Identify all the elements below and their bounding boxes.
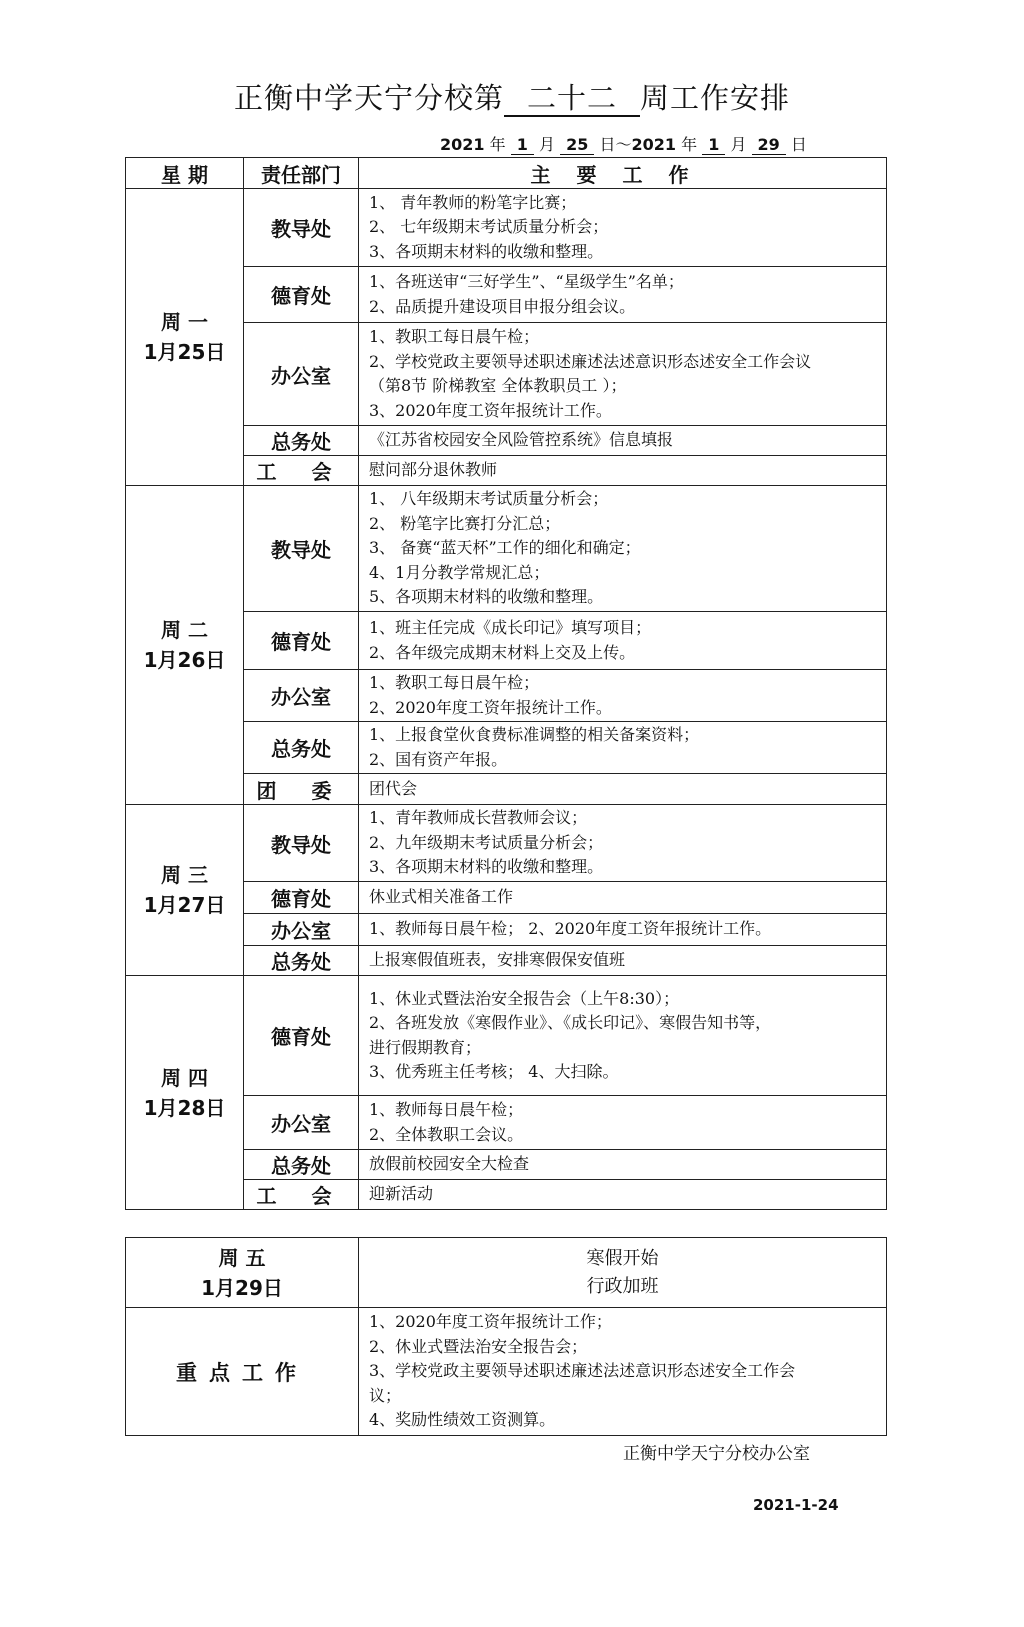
day-date: 1月27日 xyxy=(143,893,226,917)
work-item: 3、各项期末材料的收缴和整理。 xyxy=(369,857,604,877)
work-cell xyxy=(359,426,887,456)
dept-cell: 德育处 xyxy=(244,267,359,323)
date-range: 2021 年 1 月 25 日～2021 年 1 月 29 日 xyxy=(440,135,807,154)
dept-cell: 团 委 xyxy=(244,774,359,805)
day-date: 1月25日 xyxy=(143,340,226,364)
work-cell xyxy=(359,456,887,486)
schedule-table xyxy=(125,157,887,1210)
work-item: 3、优秀班主任考核； 4、大扫除。 xyxy=(369,1062,619,1081)
header-dept: 责任部门 xyxy=(244,158,359,189)
footer-office: 正衡中学天宁分校办公室 xyxy=(623,1444,810,1464)
work-item: 1、青年教师成长营教师会议； xyxy=(369,808,588,828)
table-row xyxy=(126,486,887,612)
work-item: 进行假期教育； xyxy=(369,1037,482,1057)
work-item: 上报寒假值班表，安排寒假保安值班 xyxy=(369,950,626,970)
table-row xyxy=(126,189,887,267)
dept-cell: 德育处 xyxy=(244,612,359,670)
week-number: 二十二 xyxy=(504,81,640,117)
work-item: 《江苏省校园安全风险管控系统》信息填报 xyxy=(369,430,674,450)
work-item: 1、教师每日晨午检； 2、2020年度工资年报统计工作。 xyxy=(369,919,772,939)
work-item: 1、各班送审“三好学生”、“星级学生”名单； xyxy=(369,272,684,291)
dept-cell: 德育处 xyxy=(244,882,359,914)
day-date: 1月28日 xyxy=(143,1095,226,1120)
summary-table xyxy=(125,1237,887,1436)
day-name: 周 一 xyxy=(161,310,208,334)
dept-cell: 总务处 xyxy=(244,722,359,774)
dept-cell: 总务处 xyxy=(244,1150,359,1180)
work-cell xyxy=(359,267,887,323)
work-item: 1、上报食堂伙食费标准调整的相关备案资料； xyxy=(369,725,700,744)
work-item: 休业式相关准备工作 xyxy=(369,887,514,907)
work-item: 5、各项期末材料的收缴和整理。 xyxy=(369,587,604,607)
day-cell xyxy=(126,189,244,486)
dept-cell: 教导处 xyxy=(244,189,359,267)
work-item: 迎新活动 xyxy=(369,1184,434,1204)
dept-cell: 教导处 xyxy=(244,486,359,612)
work-item: 2、品质提升建设项目申报分组会议。 xyxy=(369,296,636,316)
key-work-content: 1、2020年度工资年报统计工作； 2、休业式暨法治安全报告会； 3、学校党政主要领导述职述廉述法述意识形态述安全工作会 议； 4、奖励性绩效工资测算。 xyxy=(359,1308,887,1436)
day-cell xyxy=(126,805,244,976)
work-item: 1、教师每日晨午检； xyxy=(369,1100,524,1119)
work-item: 慰问部分退休教师 xyxy=(369,460,498,480)
work-item: 1、班主任完成《成长印记》填写项目； xyxy=(369,618,652,637)
work-cell xyxy=(359,670,887,722)
work-cell xyxy=(359,323,887,426)
work-cell xyxy=(359,882,887,914)
dept-cell: 总务处 xyxy=(244,946,359,976)
work-item: 2、各年级完成期末材料上交及上传。 xyxy=(369,642,636,662)
work-item: 3、各项期末材料的收缴和整理。 xyxy=(369,241,604,261)
work-item: 1、教职工每日晨午检； xyxy=(369,673,540,692)
dept-cell: 办公室 xyxy=(244,914,359,946)
header-work: 主要工作 xyxy=(359,158,887,189)
work-item: 3、2020年度工资年报统计工作。 xyxy=(369,400,612,420)
work-item: 4、1月分教学常规汇总； xyxy=(369,562,550,582)
work-item: 2、学校党政主要领导述职述廉述法述意识形态述安全工作会议 xyxy=(369,351,812,371)
day-cell xyxy=(126,486,244,805)
work-cell xyxy=(359,805,887,882)
day-date: 1月26日 xyxy=(143,648,226,672)
work-cell xyxy=(359,1150,887,1180)
dept-cell: 办公室 xyxy=(244,670,359,722)
day-name: 周 二 xyxy=(161,618,208,642)
day-name: 周 三 xyxy=(161,863,208,887)
dept-cell: 教导处 xyxy=(244,805,359,882)
friday-work: 寒假开始 行政加班 xyxy=(359,1238,887,1308)
work-item: 2、全体教职工会议。 xyxy=(369,1124,524,1144)
work-cell xyxy=(359,1096,887,1150)
work-item: 放假前校园安全大检查 xyxy=(369,1154,530,1174)
key-work-label: 重点工作 xyxy=(126,1308,359,1436)
work-item: 2、九年级期末考试质量分析会； xyxy=(369,832,604,852)
work-item: 2、2020年度工资年报统计工作。 xyxy=(369,697,612,717)
work-cell xyxy=(359,976,887,1096)
work-item: 1、 青年教师的粉笔字比赛； xyxy=(369,192,577,212)
work-item: （第8节 阶梯教室 全体教职员工 ）； xyxy=(369,376,627,395)
table-row xyxy=(126,805,887,882)
work-item: 1、 八年级期末考试质量分析会； xyxy=(369,489,609,509)
dept-cell: 总务处 xyxy=(244,426,359,456)
work-cell xyxy=(359,612,887,670)
header-day: 星 期 xyxy=(126,158,244,189)
work-item: 2、 粉笔字比赛打分汇总； xyxy=(369,513,561,533)
work-cell xyxy=(359,189,887,267)
day-cell xyxy=(126,976,244,1210)
key-work-row xyxy=(126,1308,887,1436)
friday-row xyxy=(126,1238,887,1308)
dept-cell: 办公室 xyxy=(244,323,359,426)
work-cell xyxy=(359,722,887,774)
work-cell xyxy=(359,914,887,946)
work-item: 团代会 xyxy=(369,778,418,798)
table-row xyxy=(126,976,887,1096)
header-row xyxy=(126,158,887,189)
work-item: 2、国有资产年报。 xyxy=(369,749,508,769)
work-item: 3、 备赛“蓝天杯”工作的细化和确定； xyxy=(369,538,641,558)
dept-cell: 德育处 xyxy=(244,976,359,1096)
work-item: 1、教职工每日晨午检； xyxy=(369,327,540,346)
dept-cell: 工 会 xyxy=(244,1180,359,1210)
footer-date: 2021-1-24 xyxy=(753,1496,839,1514)
day-cell: 周 五 1月29日 xyxy=(126,1238,359,1308)
work-item: 1、休业式暨法治安全报告会（上午8:30）； xyxy=(369,988,680,1008)
document-title: 正衡中学天宁分校第 二十二 周工作安排 xyxy=(233,81,791,115)
work-item: 2、 七年级期末考试质量分析会； xyxy=(369,217,609,237)
work-item: 2、各班发放《寒假作业》、《成长印记》、寒假告知书等， xyxy=(369,1013,772,1032)
work-cell xyxy=(359,486,887,612)
work-cell xyxy=(359,774,887,805)
day-name: 周 四 xyxy=(161,1065,208,1090)
work-cell xyxy=(359,1180,887,1210)
work-cell xyxy=(359,946,887,976)
dept-cell: 办公室 xyxy=(244,1096,359,1150)
dept-cell: 工 会 xyxy=(244,456,359,486)
